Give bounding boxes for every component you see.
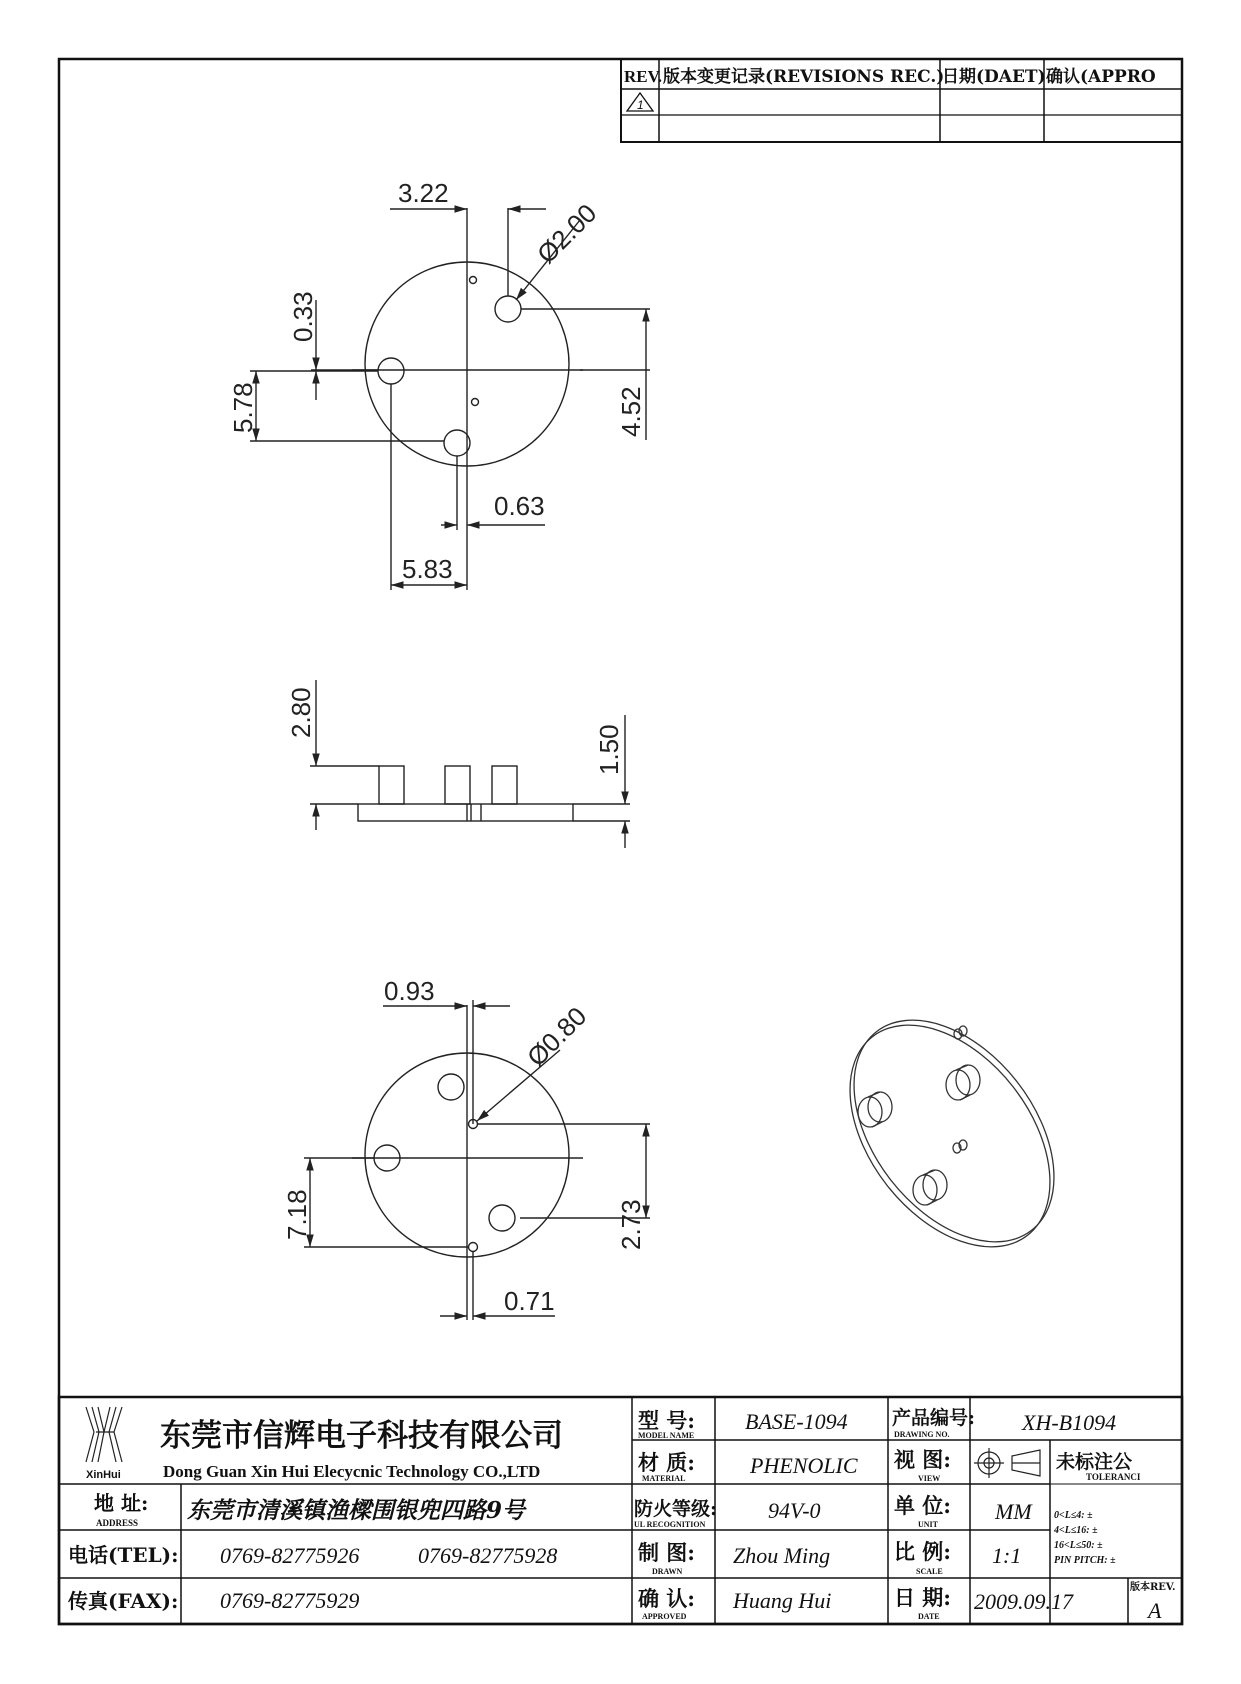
iso-pin [946, 1065, 980, 1100]
drawn-label: 制 图: [638, 1540, 696, 1565]
revision-number: 1 [637, 98, 644, 112]
pin-hole [495, 296, 521, 322]
dim-label: 7.18 [282, 1189, 312, 1240]
side-view-dims [286, 687, 624, 775]
iso-base-bottom [809, 987, 1090, 1284]
date-header: 日期(DAET) [942, 67, 1046, 87]
small-hole [470, 277, 477, 284]
material-value: PHENOLIC [750, 1453, 858, 1478]
view-label-en: VIEW [918, 1474, 941, 1483]
iso-pin [913, 1170, 947, 1205]
rev-label: 版本REV. [1130, 1582, 1176, 1593]
drawing-no-label: 产品编号: [892, 1407, 976, 1429]
unit-label: 单 位: [894, 1493, 952, 1518]
tolerance-row: 4<L≤16: ± [1054, 1525, 1098, 1536]
company-name-cn: 东莞市信辉电子科技有限公司 [160, 1418, 563, 1454]
small-hole [469, 1243, 478, 1252]
dim-label: 3.22 [398, 178, 449, 208]
dim-label: 4.52 [616, 386, 646, 437]
small-hole [472, 399, 479, 406]
pin-side [379, 766, 404, 804]
address-label-en: ADDRESS [96, 1518, 139, 1528]
side-view [310, 680, 630, 848]
dim-label: 2.73 [616, 1199, 646, 1250]
dim-label: 0.33 [288, 291, 318, 342]
drawing-no-label-en: DRAWING NO. [894, 1430, 950, 1439]
projection-symbol-icon [974, 1448, 1040, 1478]
top-view-dims [228, 178, 646, 584]
rev-header: REV. [624, 67, 662, 86]
date-label: 日 期: [894, 1585, 952, 1610]
dim-label: 1.50 [594, 724, 624, 775]
company-logo [86, 1407, 122, 1481]
top-view [250, 208, 650, 590]
view-label: 视 图: [894, 1447, 952, 1472]
dim-label: 0.71 [504, 1286, 555, 1316]
model-label-en: MODEL NAME [638, 1431, 695, 1440]
dim-label: Ø0.80 [521, 1000, 593, 1073]
tel-value-2: 0769-82775928 [418, 1543, 558, 1568]
drawing-no-value: XH-B1094 [1022, 1410, 1117, 1435]
approved-value: Huang Hui [733, 1588, 832, 1613]
date-value: 2009.09.17 [974, 1589, 1073, 1614]
fax-value: 0769-82775929 [220, 1588, 360, 1613]
pin-hole [489, 1205, 515, 1231]
tel-value-1: 0769-82775926 [220, 1543, 360, 1568]
iso-pin [858, 1092, 892, 1127]
material-label-en: MATERIAL [642, 1474, 686, 1483]
model-label: 型 号: [638, 1408, 696, 1433]
sheet-border [59, 59, 1182, 1624]
drawn-label-en: DRAWN [652, 1567, 683, 1576]
company-name-en: Dong Guan Xin Hui Elecycnic Technology CO.,LTD [163, 1462, 541, 1481]
dim-label: 5.83 [402, 554, 453, 584]
bottom-view [304, 1000, 650, 1320]
pin-hole [444, 430, 470, 456]
address-label: 地 址: [94, 1491, 149, 1515]
unit-value: MM [995, 1499, 1032, 1524]
pin-side [445, 766, 470, 804]
iso-base-top [813, 982, 1094, 1279]
date-label-en: DATE [918, 1612, 940, 1621]
revision-triangle-icon [627, 93, 653, 112]
approved-label: 确 认: [638, 1586, 696, 1611]
dim-label: 5.78 [228, 382, 258, 433]
tolerance-row: 0<L≤4: ± [1054, 1510, 1093, 1521]
approve-header: 确认(APPRO [1046, 67, 1156, 87]
bottom-view-dims [282, 976, 646, 1316]
ul-label-en: UL RECOGNITION [634, 1520, 706, 1529]
revision-table [621, 59, 1182, 142]
scale-label: 比 例: [894, 1539, 952, 1564]
tolerance-row: 16<L≤50: ± [1054, 1540, 1103, 1551]
revision-record-header: 版本变更记录(REVISIONS REC.) [663, 67, 945, 87]
tolerance-row: PIN PITCH: ± [1054, 1555, 1116, 1566]
material-label: 材 质: [638, 1450, 696, 1475]
fax-label: 传真(FAX): [68, 1589, 179, 1613]
tolerance-label: 未标注公 [1056, 1451, 1133, 1473]
dim-label: Ø2.00 [531, 197, 603, 270]
ul-label: 防火等级: [634, 1498, 718, 1520]
tolerance-label-en: TOLERANCI [1086, 1472, 1141, 1482]
dim-label: 0.63 [494, 491, 545, 521]
scale-value: 1:1 [992, 1543, 1022, 1568]
dim-label: 0.93 [384, 976, 435, 1006]
rev-value: A [1148, 1598, 1162, 1623]
pin-side [492, 766, 517, 804]
isometric-view [809, 982, 1094, 1284]
scale-label-en: SCALE [916, 1567, 943, 1576]
model-value: BASE-1094 [745, 1409, 848, 1434]
drawn-value: Zhou Ming [733, 1543, 831, 1568]
pin-hole [438, 1074, 464, 1100]
approved-label-en: APPROVED [642, 1612, 687, 1621]
unit-label-en: UNIT [918, 1520, 939, 1529]
logo-text: XinHui [86, 1469, 121, 1481]
tel-label: 电话(TEL): [68, 1543, 179, 1567]
dim-label: 2.80 [286, 687, 316, 738]
base-plate-side [358, 804, 573, 821]
ul-value: 94V-0 [768, 1498, 821, 1523]
pin-hole [378, 358, 404, 384]
address-value: 东莞市清溪镇渔樑围银兜四路9号 [187, 1497, 526, 1524]
